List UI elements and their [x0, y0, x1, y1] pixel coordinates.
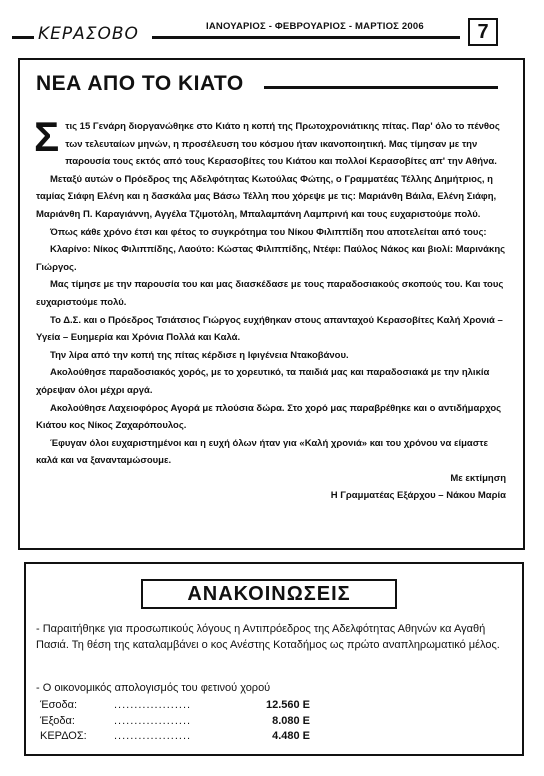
issue-date: ΙΑΝΟΥΑΡΙΟΣ - ΦΕΒΡΟΥΑΡΙΟΣ - ΜΑΡΤΙΟΣ 2006	[206, 21, 424, 32]
page-number: 7	[468, 18, 498, 46]
finance-table	[40, 698, 310, 745]
article-paragraph: Το Δ.Σ. και ο Πρόεδρος Τσιάτσιος Γιώργος ευχήθηκαν στους απανταχού Κερασοβίτες Καλή Χρονιά – Υγεία – Ευημερία και Χρόνια Πολλά και Καλά.	[36, 314, 503, 344]
article-paragraph: Την λίρα από την κοπή της πίτας κέρδισε η Ιφιγένεια Ντακοβάνου.	[50, 349, 349, 361]
article-paragraph: Ακολούθησε παραδοσιακός χορός, με το χορευτικό, τα παιδιά μας και παραδοσιακά με την ηλικία χόρεψαν όλοι μέχρι αργά.	[36, 367, 490, 396]
header-rule	[152, 36, 460, 39]
finance-row	[40, 729, 310, 745]
signature: Η Γραμματέας Εξάρχου – Νάκου Μαρία	[330, 490, 506, 502]
drop-cap: Σ	[34, 113, 60, 160]
finance-leader: ...................	[114, 730, 192, 743]
magazine-logo: ΚΕΡΑΣΟΒΟ	[38, 24, 139, 44]
article-paragraph: Ακολούθησε Λαχειοφόρος Αγορά με πλούσια δώρα. Στο χορό μας παραβρέθηκε και ο αντιδήμαρχος Κιάτου κος Νίκος Ζαχαρόπουλος.	[36, 402, 502, 432]
article-paragraph: Κλαρίνο: Νίκος Φιλιππίδης, Λαούτο: Κώστας Φιλιππίδης, Ντέφι: Παύλος Νάκος και βιολί: Μαρινάκης Γιώργος.	[36, 244, 506, 273]
finance-leader: ...................	[114, 699, 192, 711]
announcements-body	[36, 622, 516, 653]
header-rule-left	[12, 36, 34, 39]
article-title-bar	[36, 72, 514, 100]
article-box	[18, 58, 525, 550]
article-paragraph	[34, 113, 506, 171]
finance-leader: ...................	[114, 714, 192, 727]
finance-row	[40, 714, 310, 730]
title-rule	[264, 86, 498, 89]
page-header	[0, 0, 544, 50]
article-paragraph: Μεταξύ αυτών ο Πρόεδρος της Αδελφότητας Κωτούλας Φώτης, ο Γραμματέας Τέλλης Δημήτριος, η ταμίας Σιάφη Ελένη και η δασκάλα μας Βάσω Τέλλη που χόρεψε με τις: Μαριάνθη Βάιλα, Ελένη Σιάφη, Μαριάνθη Π. Καραγιάννη, Αγγέλα Τζιμοτόλη, Μπαλαμπάνη Λαμπρινή και τους ευχαριστούμε πολύ.	[36, 173, 497, 220]
announcement-paragraph: - Παραιτήθηκε για προσωπικούς λόγους η Αντιπρόεδρος της Αδελφότητας Αθηνών κα Αγαθή Πασιά. Τη θέση της καταλαμβάνει ο κος Ανέστης Κοταδήμος ως πρώτο αναπληρωματικό μέλος.	[36, 623, 500, 651]
announcements-title: ΑΝΑΚΟΙΝΩΣΕΙΣ	[141, 579, 397, 609]
finance-value: 4.480 Ε	[272, 730, 310, 743]
signoff: Με εκτίμηση	[450, 472, 506, 484]
finance-heading: - Ο οικονομικός απολογισμός του φετινού χορού	[36, 682, 271, 694]
finance-value: 12.560 Ε	[265, 699, 310, 711]
finance-label: ΚΕΡΔΟΣ:	[40, 730, 87, 743]
article-paragraph: Μας τίμησε με την παρουσία του και μας διασκέδασε με τους παραδοσιακούς σκοπούς του. Και τους ευχαριστούμε πολύ.	[36, 279, 504, 308]
article-body	[34, 113, 506, 505]
announcements-box	[24, 562, 524, 756]
finance-label: Έσοδα:	[40, 699, 78, 711]
article-paragraph: Έφυγαν όλοι ευχαριστημένοι και η ευχή όλων ήταν για «Καλή χρονιά» και του χρόνου να είμαστε καλά και να ξανανταμώσουμε.	[36, 437, 488, 467]
finance-row	[40, 698, 310, 714]
paragraph-text: τις 15 Γενάρη διοργανώθηκε στο Κιάτο η κοπή της Πρωτοχρονιάτικης πίτας. Παρ' όλο το πένθος των τελευταίων μηνών, η προσέλευση του κόσμου ήταν ικανοποιητική. Μας τίμησαν με την παρουσία τους εκτός από τους Κερασοβίτες του Κιάτου και πολλοί Κερασοβίτες απ' την Αθήνα.	[65, 121, 500, 168]
finance-value: 8.080 Ε	[272, 714, 310, 727]
finance-label: Έξοδα:	[40, 714, 75, 727]
article-paragraph: Όπως κάθε χρόνο έτσι και φέτος το συγκρότημα του Νίκου Φιλιππίδη που αποτελείται από τους:	[50, 226, 487, 238]
article-title: ΝΕΑ ΑΠΟ ΤΟ ΚΙΑΤΟ	[36, 72, 244, 95]
